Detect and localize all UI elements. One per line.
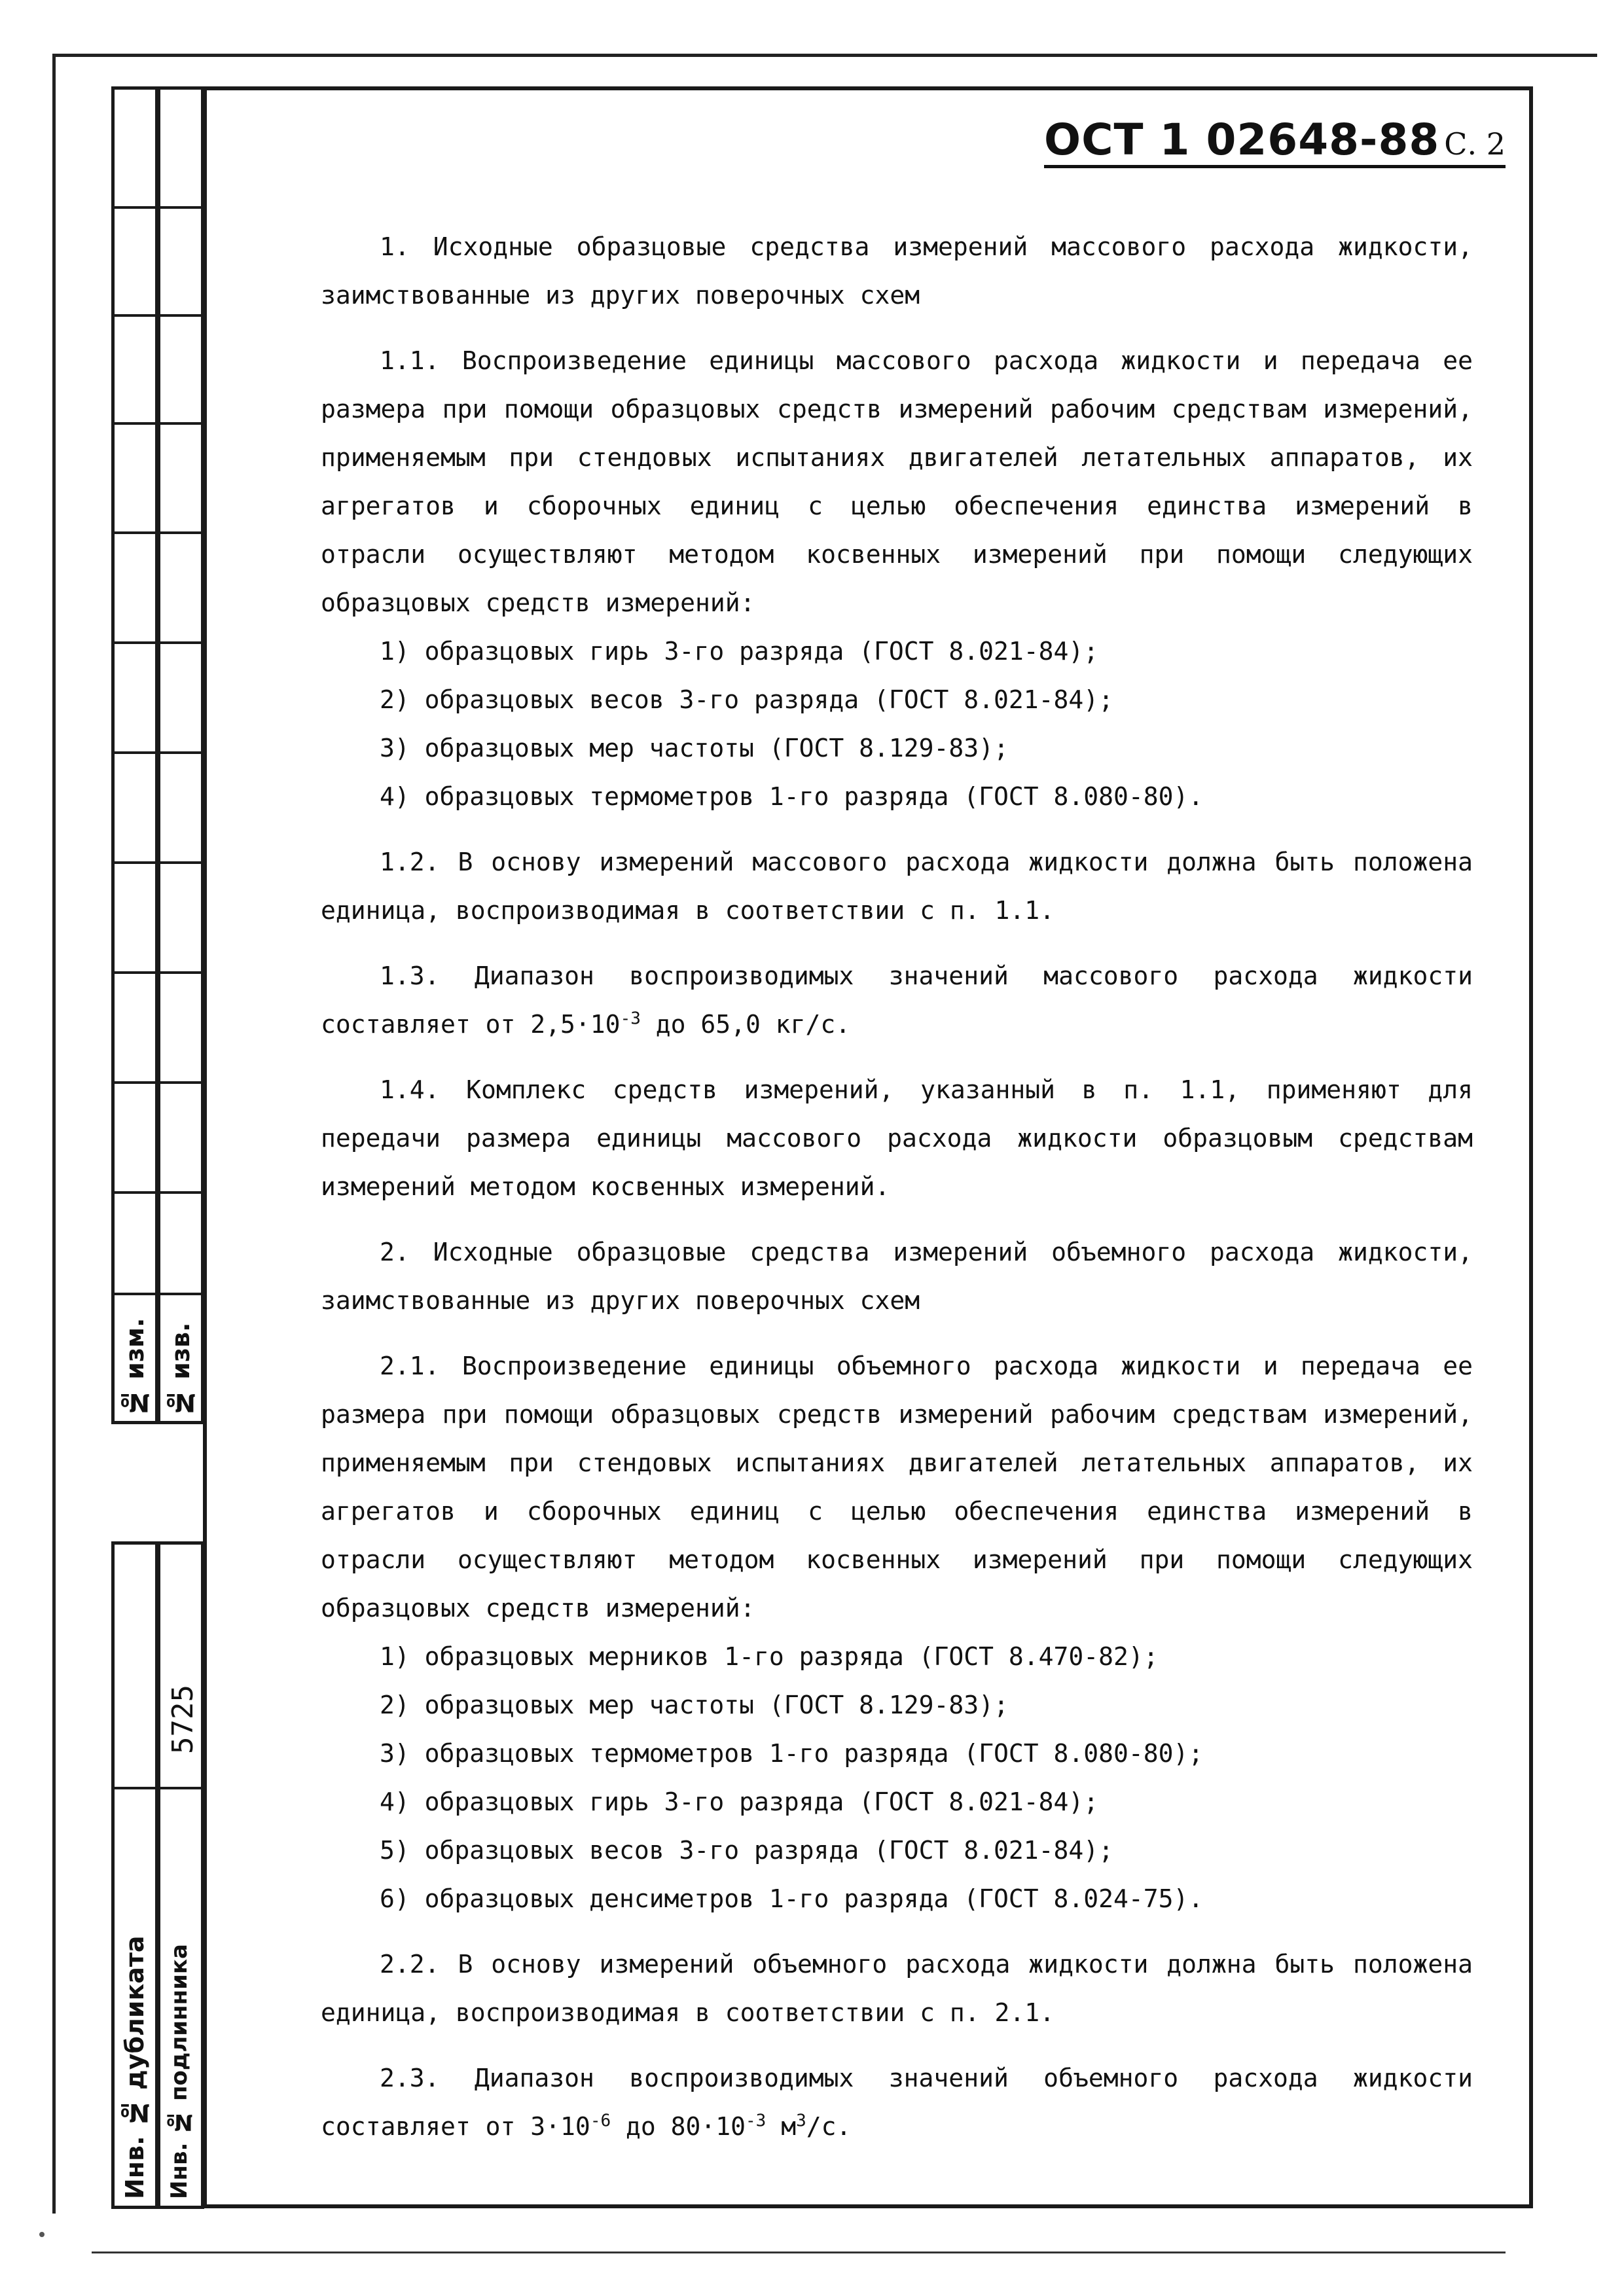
list-item: 5) образцовых весов 3-го разряда (ГОСТ 8.021-84); xyxy=(380,1836,1114,1865)
margin-column-izv xyxy=(157,86,204,1424)
clause-1-2: 1.2. В основу измерений массового расхода жидкости должна быть положена единица, воспроизводимая в соответствии с п. 1.1. xyxy=(321,848,1473,925)
clause-2-3-text: 2.3. Диапазон воспроизводимых значений объемного расхода жидкости составляет от 3·10 xyxy=(321,2064,1473,2141)
list-item: 1) образцовых мерников 1-го разряда (ГОСТ 8.470-82); xyxy=(380,1642,1159,1671)
clause-2-2: 2.2. В основу измерений объемного расхода жидкости должна быть положена единица, воспроизводимая в соответствии с п. 2.1. xyxy=(321,1950,1473,2027)
clause-2-3-unit-end: /с. xyxy=(806,2112,852,2141)
margin-divider xyxy=(111,531,204,534)
exponent: -6 xyxy=(590,2111,611,2131)
page-number: С. 2 xyxy=(1444,126,1506,162)
list-item: 4) образцовых термометров 1-го разряда (ГОСТ 8.080-80). xyxy=(380,782,1204,811)
document-body xyxy=(321,223,1473,2168)
exponent: 3 xyxy=(796,2111,806,2131)
list-item: 2) образцовых весов 3-го разряда (ГОСТ 8.021-84); xyxy=(380,685,1114,714)
scan-border-top xyxy=(52,54,1597,57)
margin-divider xyxy=(111,1787,204,1789)
clause-1-3-text: 1.3. Диапазон воспроизводимых значений массового расхода жидкости составляет от 2,5·10 xyxy=(321,961,1473,1039)
clause-1-4: 1.4. Комплекс средств измерений, указанный в п. 1.1, применяют для передачи размера единицы массового расхода жидкости образцовым средствам измерений методом косвенных измерений. xyxy=(321,1075,1473,1201)
document-code: ОСТ 1 02648-88 xyxy=(1044,115,1440,165)
clause-2-1: 2.1. Воспроизведение единицы объемного расхода жидкости и передача ее размера при помощи образцовых средств измерений рабочим средствам измерений, применяемым при стендовых испытаниях двигателей летательных аппаратов, их агрегатов и сборочных единиц с целью обеспечения единства измерений в отрасли осуществляют методом косвенных измерений при помощи следующих образцовых средств измерений: xyxy=(321,1352,1473,1623)
exponent: -3 xyxy=(620,1009,641,1029)
list-item: 6) образцовых денсиметров 1-го разряда (ГОСТ 8.024-75). xyxy=(380,1884,1204,1913)
margin-divider xyxy=(111,1081,204,1084)
list-item: 1) образцовых гирь 3-го разряда (ГОСТ 8.021-84); xyxy=(380,637,1099,666)
list-item: 4) образцовых гирь 3-го разряда (ГОСТ 8.021-84); xyxy=(380,1787,1099,1816)
section-2-heading: 2. Исходные образцовые средства измерений объемного расхода жидкости, заимствованные из других поверочных схем xyxy=(321,1238,1473,1315)
stamp-inventory-number: 5725 xyxy=(166,1685,200,1754)
margin-divider xyxy=(111,641,204,644)
clause-2-3 xyxy=(321,2054,1473,2151)
margin-divider xyxy=(111,751,204,754)
exponent: -3 xyxy=(746,2111,767,2131)
stamp-izm-label: № изм. xyxy=(120,1318,149,1417)
margin-divider xyxy=(111,1293,204,1295)
margin-column-izm xyxy=(111,86,158,1424)
stamp-dublikat-label: Инв. № дубликата xyxy=(120,1935,149,2199)
clause-1-3 xyxy=(321,952,1473,1049)
section-1-heading: 1. Исходные образцовые средства измерений массового расхода жидкости, заимствованные из других поверочных схем xyxy=(321,232,1473,310)
clause-2-3-text-mid: до 80·10 xyxy=(611,2112,746,2141)
list-item: 3) образцовых мер частоты (ГОСТ 8.129-83); xyxy=(380,734,1009,762)
page-header xyxy=(1044,115,1506,168)
clause-2-1-list xyxy=(321,1632,1473,1923)
list-item: 3) образцовых термометров 1-го разряда (ГОСТ 8.080-80); xyxy=(380,1739,1204,1768)
clause-2-3-unit: м xyxy=(766,2112,797,2141)
clause-1-3-text-end: до 65,0 кг/с. xyxy=(640,1010,851,1039)
stamp-podlinnik-label: Инв. № подлинника xyxy=(166,1944,192,2199)
list-item: 2) образцовых мер частоты (ГОСТ 8.129-83); xyxy=(380,1691,1009,1719)
margin-divider xyxy=(111,971,204,974)
clause-1-1-list xyxy=(321,627,1473,821)
margin-divider xyxy=(111,861,204,864)
scan-speck xyxy=(39,2232,45,2237)
scan-bottom-line xyxy=(92,2251,1506,2253)
margin-divider xyxy=(111,314,204,317)
margin-divider xyxy=(111,206,204,209)
margin-divider xyxy=(111,1191,204,1194)
margin-divider xyxy=(111,422,204,425)
clause-1-1: 1.1. Воспроизведение единицы массового расхода жидкости и передача ее размера при помощи образцовых средств измерений рабочим средствам измерений, применяемым при стендовых испытаниях двигателей летательных аппаратов, их агрегатов и сборочных единиц с целью обеспечения единства измерений в отрасли осуществляют методом косвенных измерений при помощи следующих образцовых средств измерений: xyxy=(321,346,1473,617)
stamp-izv-label: № изв. xyxy=(166,1322,195,1417)
scan-border-left xyxy=(52,54,56,2214)
